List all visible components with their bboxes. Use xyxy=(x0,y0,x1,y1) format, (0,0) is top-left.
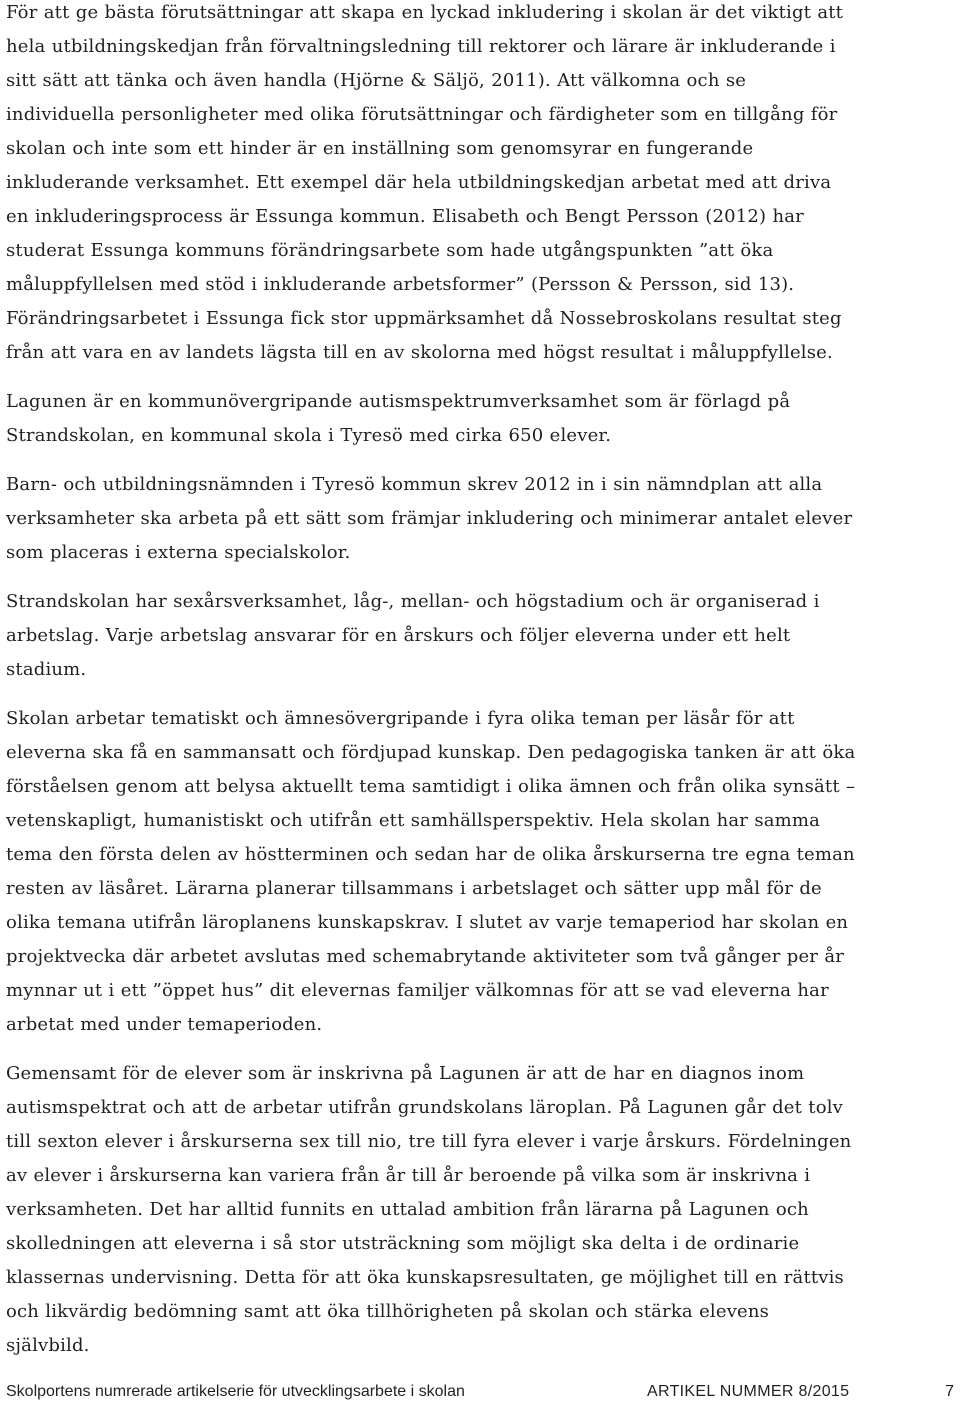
body-paragraph-1: För att ge bästa förutsättningar att skapa en lyckad inkludering i skolan är det viktigt att hela utbildningskedjan från förvaltningsledning till rektorer och lärare är inkluderande i sitt sätt att tänka och även handla (Hjörne & Säljö, 2011). Att välkomna och se individuella personligheter med olika förutsättningar och färdigheter som en tillgång för skolan och inte som ett hinder är en inställning som genomsyrar en fungerande inkluderande verksamhet. Ett exempel där hela utbildningskedjan arbetat med att driva en inkluderingsprocess är Essunga kommun. Elisabeth och Bengt Persson (2012) har studerat Essunga kommuns förändringsarbete som hade utgångspunkten ”att öka måluppfyllelsen med stöd i inkluderande arbetsformer” (Persson & Persson, sid 13). Förändringsarbetet i Essunga fick stor uppmärksamhet då Nossebroskolans resultat steg från att vara en av landets lägsta till en av skolorna med högst resultat i måluppfyllelse. xyxy=(6,2,844,363)
body-paragraph-6: Gemensamt för de elever som är inskrivna på Lagunen är att de har en diagnos inom autismspektrat och att de arbetar utifrån grundskolans läroplan. På Lagunen går det tolv till sexton elever i årskurserna sex till nio, tre till fyra elever i varje årskurs. Fördelningen av elever i årskurserna kan variera från år till år beroende på vilka som är inskrivna i verksamheten. Det har alltid funnits en uttalad ambition från lärarna på Lagunen och skolledningen att eleverna i så stor utsträckning som möjligt ska delta i de ordinarie klassernas undervisning. Detta för att öka kunskapsresultaten, ge möjlighet till en rättvis och likvärdig bedömning samt att öka tillhörigheten på skolan och stärka elevens självbild. xyxy=(6,1063,852,1356)
body-paragraph-3: Barn- och utbildningsnämnden i Tyresö kommun skrev 2012 in i sin nämndplan att alla verksamheter ska arbeta på ett sätt som främjar inkludering och minimerar antalet elever som placeras i externa specialskolor. xyxy=(6,474,853,563)
footer-article-number: ARTIKEL NUMMER 8/2015 xyxy=(647,1383,850,1400)
body-paragraph-4: Strandskolan har sexårsverksamhet, låg-, mellan- och högstadium och är organiserad i arbetslag. Varje arbetslag ansvarar för en årskurs och följer eleverna under ett helt stadium. xyxy=(6,591,820,680)
page-footer xyxy=(6,1381,954,1403)
body-paragraph-5: Skolan arbetar tematiskt och ämnesövergripande i fyra olika teman per läsår för att eleverna ska få en sammansatt och fördjupad kunskap. Den pedagogiska tanken är att öka förståelsen genom att belysa aktuellt tema samtidigt i olika ämnen och från olika synsätt – vetenskapligt, humanistiskt och utifrån ett samhällsperspektiv. Hela skolan har samma tema den första delen av höstterminen och sedan har de olika årskurserna tre egna teman resten av läsåret. Lärarna planerar tillsammans i arbetslaget och sätter upp mål för de olika temana utifrån läroplanens kunskapskrav. I slutet av varje temaperiod har skolan en projektvecka där arbetet avslutas med schemabrytande aktiviteter som två gånger per år mynnar ut i ett ”öppet hus” dit elevernas familjer välkomnas för att se vad eleverna har arbetat med under temaperioden. xyxy=(6,708,856,1035)
footer-page-number: 7 xyxy=(945,1383,954,1400)
footer-series-title: Skolportens numrerade artikelserie för utvecklingsarbete i skolan xyxy=(6,1383,465,1400)
article-body xyxy=(6,0,856,1378)
body-paragraph-2: Lagunen är en kommunövergripande autismspektrumverksamhet som är förlagd på Strandskolan, en kommunal skola i Tyresö med cirka 650 elever. xyxy=(6,391,791,446)
